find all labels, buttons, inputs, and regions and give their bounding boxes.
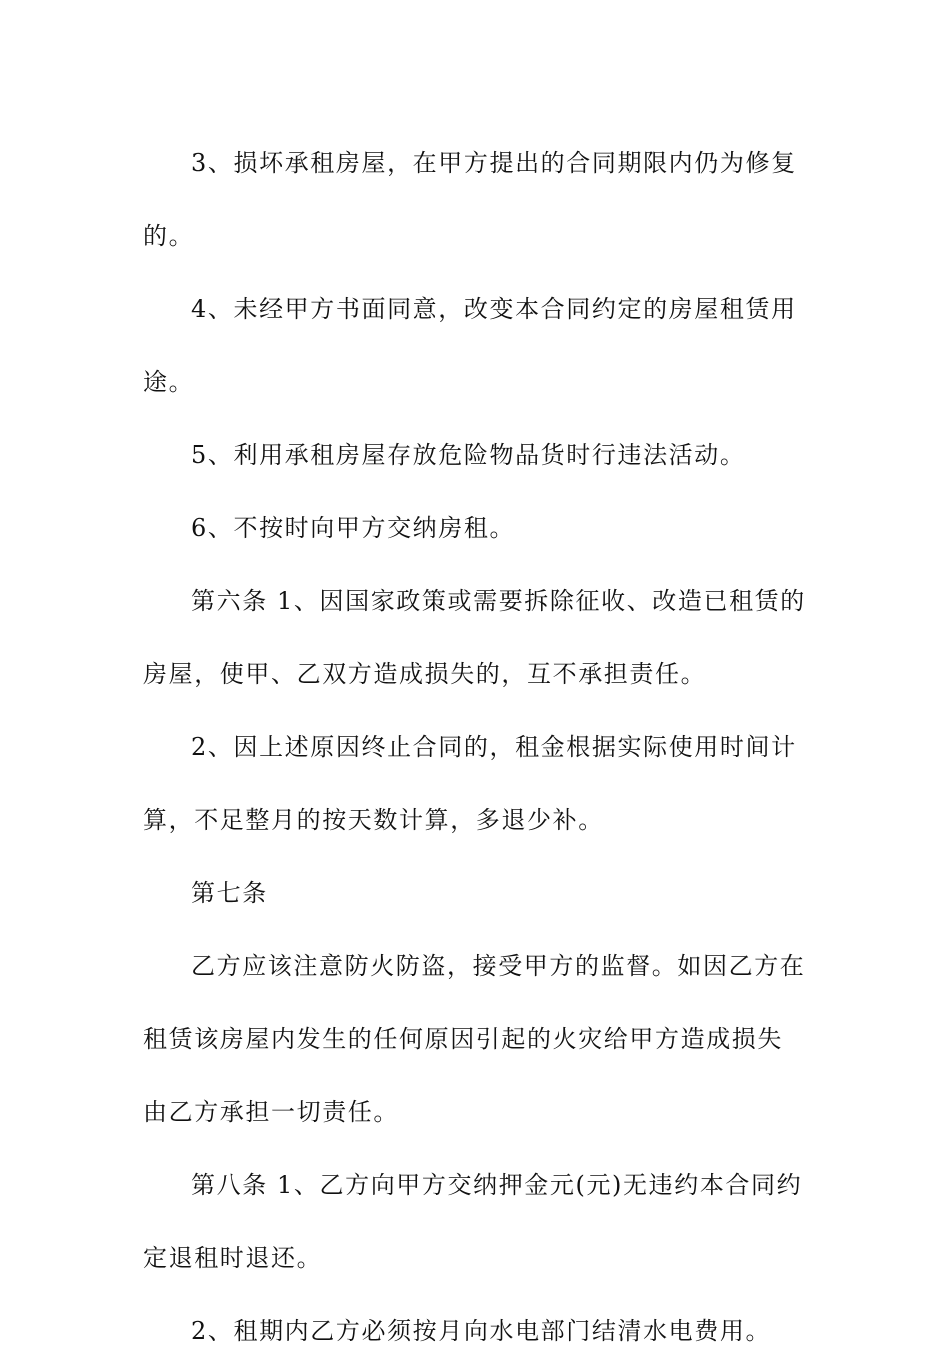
clause-6-item-1: 第六条 1、因国家政策或需要拆除征收、改造已租赁的房屋，使甲、乙双方造成损失的，互不承担责任。 — [143, 587, 806, 688]
clause-8-item-2: 2、租期内乙方必须按月向水电部门结清水电费用。 — [191, 1317, 772, 1345]
clause-5-item-4: 4、未经甲方书面同意，改变本合同约定的房屋租赁用途。 — [143, 295, 797, 396]
clause-5-item-3: 3、损坏承租房屋，在甲方提出的合同期限内仍为修复的。 — [143, 149, 797, 250]
clause-7-body: 乙方应该注意防火防盗，接受甲方的监督。如因乙方在租赁该房屋内发生的任何原因引起的火灾给甲方造成损失由乙方承担一切责任。 — [143, 952, 806, 1126]
clause-5-item-6: 6、不按时向甲方交纳房租。 — [191, 514, 516, 542]
clause-8-item-1: 第八条 1、乙方向甲方交纳押金元(元)无违约本合同约定退租时退还。 — [143, 1171, 803, 1272]
document-body — [143, 127, 807, 1368]
clause-6-item-2: 2、因上述原因终止合同的，租金根据实际使用时间计算，不足整月的按天数计算，多退少补。 — [143, 733, 797, 834]
clause-5-item-5: 5、利用承租房屋存放危险物品货时行违法活动。 — [191, 441, 746, 469]
clause-7-heading: 第七条 — [191, 879, 268, 907]
